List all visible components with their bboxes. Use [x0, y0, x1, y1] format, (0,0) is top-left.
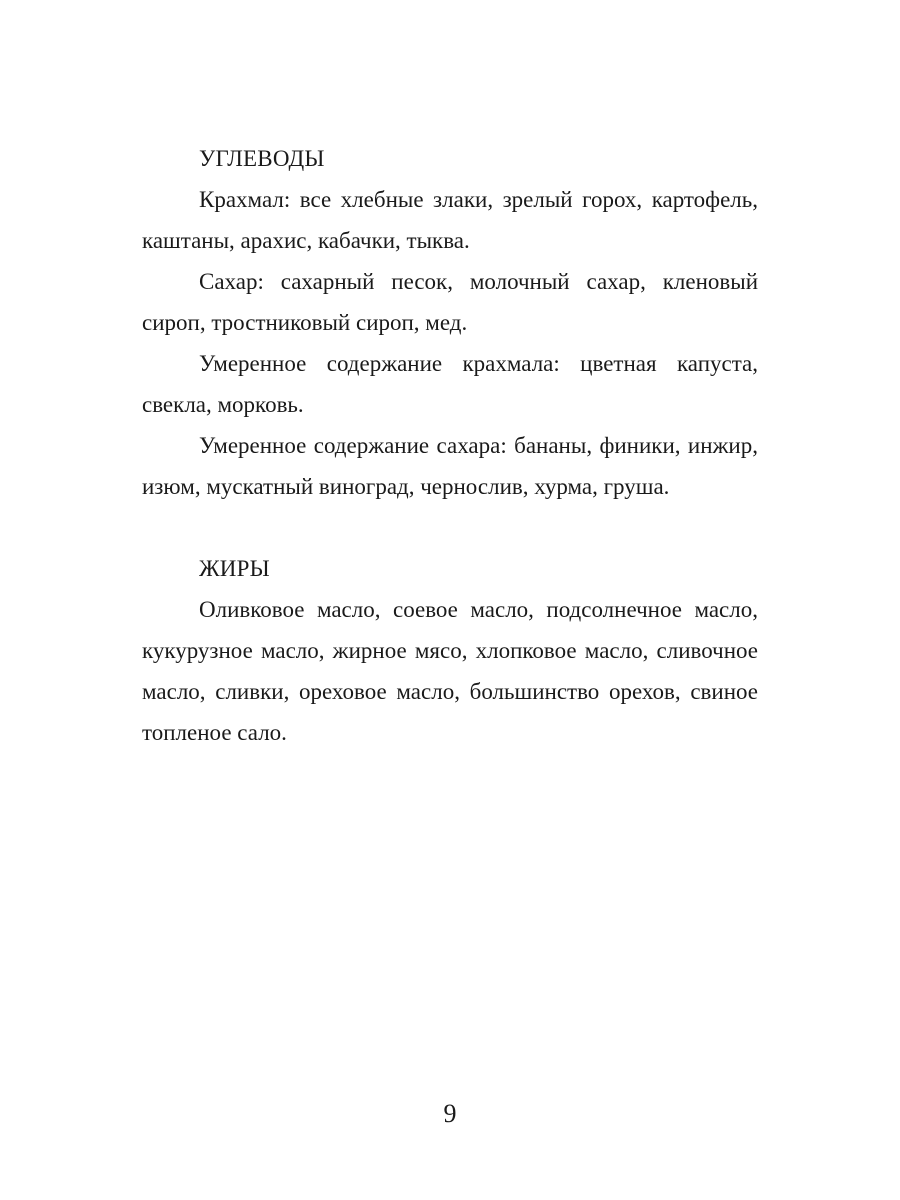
section-heading-carbohydrates: УГЛЕВОДЫ	[199, 146, 325, 171]
section-heading-fats: ЖИРЫ	[199, 556, 270, 581]
section-fats	[142, 548, 758, 753]
section-spacer	[142, 507, 758, 548]
paragraph-starch: Крахмал: все хлебные злаки, зрелый горох, картофель, каштаны, арахис, кабачки, тыква.	[142, 187, 758, 253]
page-content	[142, 138, 758, 753]
paragraph-sugar: Сахар: сахарный песок, молочный сахар, кленовый сироп, тростниковый сироп, мед.	[142, 269, 758, 335]
section-carbohydrates	[142, 138, 758, 507]
paragraph-moderate-starch: Умеренное содержание крахмала: цветная капуста, свекла, морковь.	[142, 351, 758, 417]
page-number: 9	[443, 1099, 457, 1128]
paragraph-fats: Оливковое масло, соевое масло, подсолнечное масло, кукурузное масло, жирное мясо, хлопковое масло, сливочное масло, сливки, ореховое масло, большинство орехов, свиное топленое сало.	[142, 597, 758, 745]
paragraph-moderate-sugar: Умеренное содержание сахара: бананы, финики, инжир, изюм, мускатный виноград, чернослив, хурма, груша.	[142, 433, 758, 499]
